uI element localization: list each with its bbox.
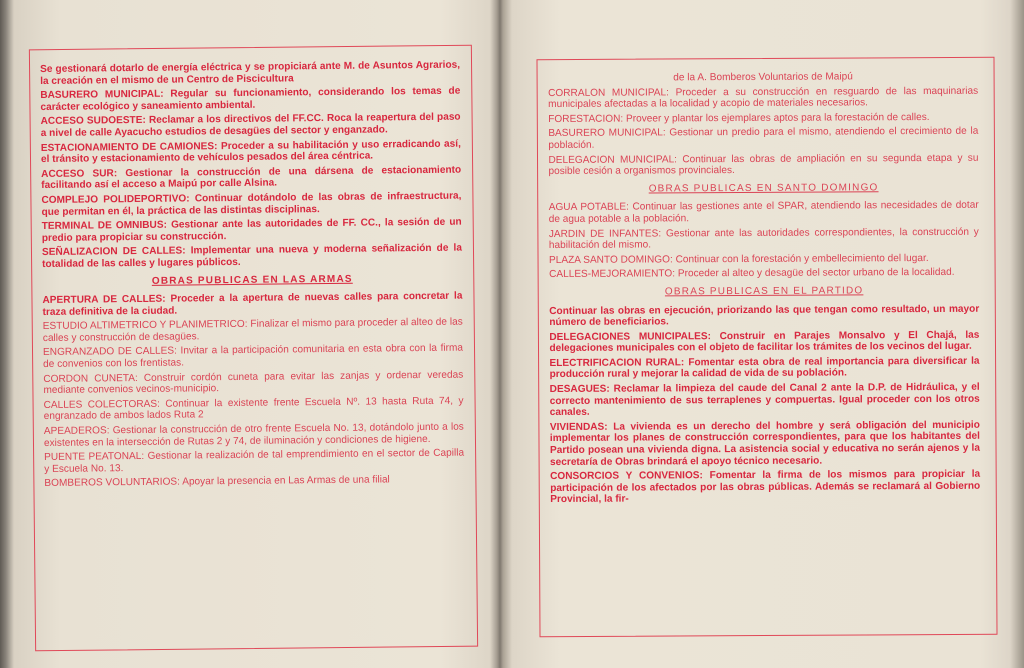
left-page-text [40,60,464,493]
entry-term: PLAZA SANTO DOMINGO: [548,254,673,266]
entry-desagues [550,382,980,419]
entry-electrificacion [549,356,979,381]
entry-polideportivo [41,191,461,219]
entry-term: APERTURA DE CALLES: [42,293,166,307]
entry-agua-potable [549,200,979,225]
entry-delegaciones [549,329,979,354]
entry-calles-colectoras [44,395,464,423]
heading-obras-las-armas: OBRAS PUBLICAS EN LAS ARMAS [151,273,353,287]
entry-term: ENGRANZADO DE CALLES: [42,346,177,359]
entry-text: Invitar a la participación comunitaria en esta obra con la firma de convenios con los frentistas. [43,343,464,371]
partido-intro: Continuar las obras en ejecución, priorizando las que tengan como resultado, un mayor número de beneficiarios. [549,303,980,329]
entry-term: ESTUDIO ALTIMETRICO Y PLANIMETRICO: [42,319,248,333]
entry-puente-peatonal [44,448,464,476]
entry-term: JARDIN DE INFANTES: [548,227,662,240]
entry-text: Proceder a su habilitación y uso erradicando así, el tránsito y estacionamiento de vehículos pesados del área céntrica. [40,138,461,166]
entry-cordon-cuneta [43,369,463,397]
entry-term: AGUA POTABLE: [548,201,629,214]
entry-text: Construir cordón cuneta para evitar las zanjas y ordenar veredas mediante convenios vecinos-municipio. [43,369,464,397]
entry-text: Fomentar esta obra de real importancia para diversificar la producción rural y mejorar la calidad de vida de su población. [549,355,980,381]
entry-term: PUENTE PEATONAL: [44,451,145,464]
entry-text: Proceder a su construcción en resguardo de las maquinarias municipales afectadas a la localidad y acopio de materiales necesarios. [548,85,979,111]
entry-forestacion [548,112,978,126]
entry-jardin-infantes [549,226,979,251]
entry-term: COMPLEJO POLIDEPORTIVO: [41,193,190,206]
entry-viviendas [550,420,980,469]
entry-text: Reclamar a los directivos del FF.CC. Roca la reapertura del paso a nivel de calle Ayacucho estudios de desagües del sector y enganzado. [40,111,461,139]
entry-apeaderos [44,422,464,450]
intro-paragraph: Se gestionará dotarlo de energía eléctrica y se propiciará ante M. de Asuntos Agrarios, la creación en el mismo de un Centro de Piscicultura [40,59,461,87]
entry-text: Regular su funcionamiento, considerando los temas de carácter ecológico y saneamiento ambiental. [40,85,461,113]
entry-text: Continuar las gestiones ante el SPAR, atendiendo las necesidades de dotar de agua potable a la población. [548,200,979,225]
entry-term: CORDON CUNETA: [43,372,138,385]
entry-engranzado [43,343,463,371]
heading-obras-santo-domingo: OBRAS PUBLICAS EN SANTO DOMINGO [648,182,879,195]
entry-text: La vivienda es un derecho del hombre y será obligación del municipio implementar los planes de construcción correspondientes, para que los habitantes del Partido posean una vivienda digna. La asistencia social y educativa no serán ajenos y la secretaría de Obras brindará el apoyo técnico necesario. [549,419,980,468]
entry-bomberos [44,474,464,490]
entry-terminal [42,217,462,245]
entry-text: Gestionar la realización de tal emprendimiento en el sector de Capilla y Escuela No. 13. [44,447,465,475]
continuation-line: de la A. Bomberos Voluntarios de Maipú [673,71,853,84]
entry-term: FORESTACION: [548,113,624,125]
entry-term: CALLES-MEJORAMIENTO: [549,268,676,281]
entry-term: CALLES COLECTORAS: [43,398,160,411]
entry-text: Continuar la existente frente Escuela Nº. 13 hasta Ruta 74, y engranzado de ambos lados Ruta 2 [43,395,464,423]
entry-delegacion-municipal [548,152,978,177]
entry-term: SEÑALIZACION DE CALLES: [41,245,186,259]
entry-text: Continuar dotándolo de las obras de infraestructura, que permitan en él, la práctica de las distintas disciplinas. [41,190,462,218]
entry-text: Finalizar el mismo para proceder al alteo de las calles y construcción de desagües. [42,316,463,344]
entry-text: Implementar una nueva y moderna señalización de la totalidad de las calles y lugares públicos. [42,242,463,270]
entry-term: BASURERO MUNICIPAL: [40,88,164,102]
entry-term: BOMBEROS VOLUNTARIOS: [44,476,180,490]
entry-term: TERMINAL DE OMNIBUS: [41,219,167,233]
entry-apertura-calles [42,291,462,319]
entry-term: VIVIENDAS: [549,421,608,433]
entry-text: Apoyar la presencia en Las Armas de una filial [182,474,390,488]
entry-calles-mejoramiento [549,267,979,281]
entry-text: Reclamar la limpieza del caude del Canal 2 ante la D.P. de Hidráulica, y el correcto mantenimiento de sus terraplenes y compuertas. Igual proceder con los otros canales. [549,381,980,419]
entry-term: CORRALON MUNICIPAL: [548,86,669,99]
entry-term: DELEGACION MUNICIPAL: [548,153,678,166]
entry-text: Proceder al alteo y desagüe del sector urbano de la localidad. [677,267,955,280]
right-page-text [548,71,980,509]
entry-text: Gestionar un predio para el mismo, atendiendo el crecimiento de la población. [548,126,979,151]
entry-text: Continuar con la forestación y embellecimiento del lugar. [675,252,929,266]
entry-estudio-altimetrico [43,317,463,345]
entry-text: Proceder a la apertura de nuevas calles para concretar la traza definitiva de la ciudad. [42,290,463,318]
entry-text: Continuar las obras de ampliación en su segunda etapa y su posible cesión a organismos provinciales. [548,152,979,178]
entry-basurero-municipal [548,126,978,151]
entry-text: Gestionar ante las autoridades correspondientes, la construcción y habilitación del mismo. [548,226,979,252]
entry-term: BASURERO MUNICIPAL: [548,127,666,140]
entry-text: Fomentar la firma de los mismos para propiciar la participación de los afectados por las obras públicas. Además se reclamará al Gobierno Provincial, la fir- [550,468,981,506]
entry-acceso-sur [41,164,461,192]
entry-estacionamiento [41,138,461,166]
entry-term: ESTACIONAMIENTO DE CAMIONES: [40,140,218,154]
entry-term: ACCESO SUR: [41,167,118,180]
entry-corralon [548,85,978,110]
entry-text: Gestionar la construcción de otro frente Escuela No. 13, dotándolo junto a los existentes en la intersección de Rutas 2 y 74, de iluminación y condiciones de higiene. [43,421,464,449]
entry-text: Gestionar la construcción de una dársena de estacionamiento facilitando así el acceso a Maipú por calle Alsina. [41,164,462,192]
entry-term: CONSORCIOS Y CONVENIOS: [550,470,703,483]
entry-text: Proveer y plantar los ejemplares aptos para la forestación de calles. [625,111,930,125]
entry-basurero [40,86,460,114]
entry-term: DELEGACIONES MUNICIPALES: [549,330,711,343]
heading-obras-partido: OBRAS PUBLICAS EN EL PARTIDO [664,285,864,298]
entry-acceso-sudoeste [41,112,461,140]
entry-senalizacion [42,243,462,271]
entry-consorcios [550,469,980,506]
entry-term: APEADEROS: [43,425,110,438]
entry-term: ELECTRIFICACION RURAL: [549,357,685,369]
entry-plaza-santo-domingo [549,252,979,266]
entry-text: Construir en Parajes Monsalvo y El Chajá, las delegaciones municipales con el objeto de facilitar los trámites de los vecinos del lugar. [549,329,980,355]
entry-term: DESAGUES: [549,383,610,396]
entry-text: Gestionar ante las autoridades de FF. CC., la sesión de un predio para propiciar su construcción. [41,216,462,244]
entry-term: ACCESO SUDOESTE: [40,115,146,128]
